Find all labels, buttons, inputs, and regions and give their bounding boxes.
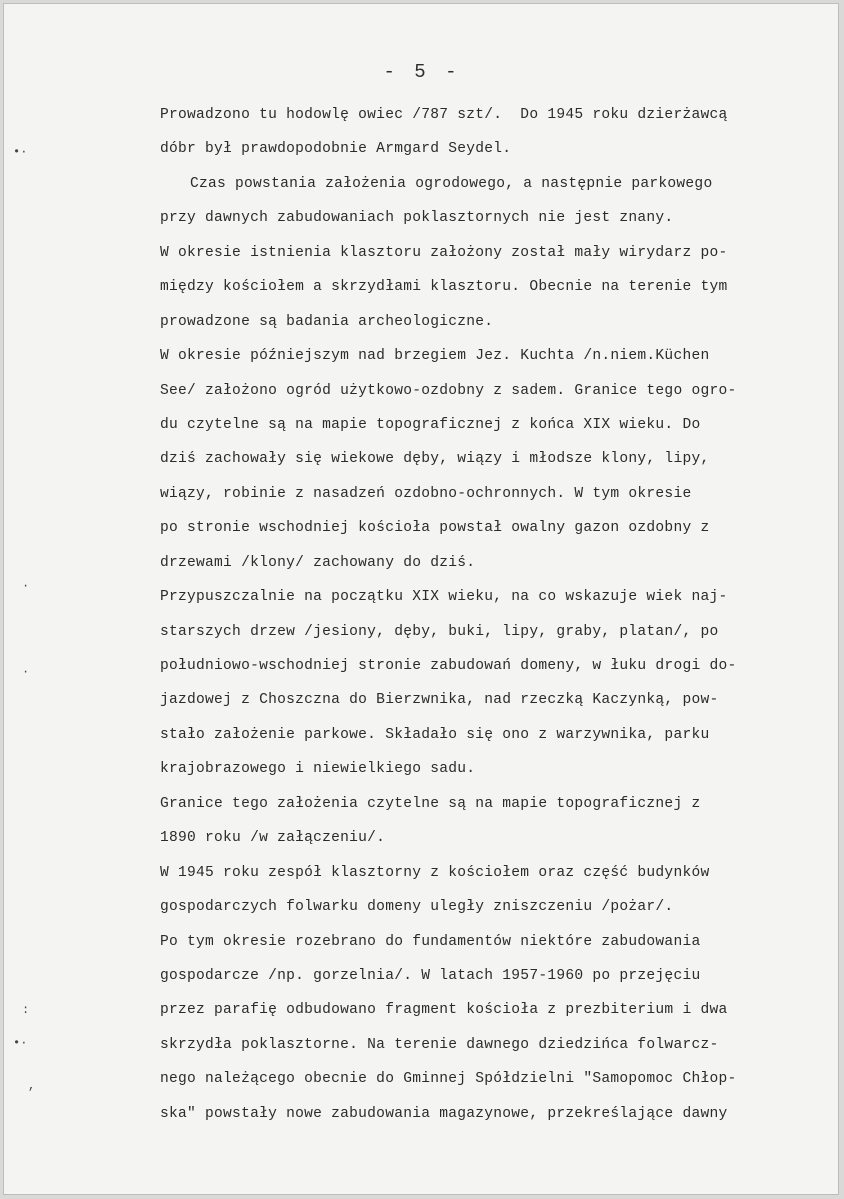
margin-mark: ,	[28, 1079, 36, 1093]
text-line: W 1945 roku zespół klasztorny z kościołem oraz część budynków	[160, 864, 710, 881]
text-line: See/ założono ogród użytkowo-ozdobny z sadem. Granice tego ogro-	[160, 382, 737, 399]
margin-mark: ·	[22, 665, 30, 679]
text-line: po stronie wschodniej kościoła powstał owalny gazon ozdobny z	[160, 520, 710, 537]
text-line: ska" powstały nowe zabudowania magazynowe, przekreślające dawny	[160, 1105, 728, 1122]
margin-mark: •·	[13, 1036, 28, 1050]
text-line: gospodarcze /np. gorzelnia/. W latach 1957-1960 po przejęciu	[160, 967, 701, 984]
text-line: wiązy, robinie z nasadzeń ozdobno-ochronnych. W tym okresie	[160, 485, 692, 502]
text-line: gospodarczych folwarku domeny uległy zniszczeniu /pożar/.	[160, 899, 674, 916]
document-page	[3, 3, 839, 1195]
page-number: - 5 -	[383, 61, 461, 83]
text-line: stało założenie parkowe. Składało się ono z warzywnika, parku	[160, 726, 710, 743]
text-line: przy dawnych zabudowaniach poklasztornych nie jest znany.	[160, 210, 674, 227]
text-line: dóbr był prawdopodobnie Armgard Seydel.	[160, 141, 512, 158]
text-line: W okresie istnienia klasztoru założony został mały wirydarz po-	[160, 244, 728, 261]
text-line: skrzydła poklasztorne. Na terenie dawnego dziedzińca folwarcz-	[160, 1036, 719, 1053]
text-line: starszych drzew /jesiony, dęby, buki, lipy, graby, platan/, po	[160, 623, 719, 640]
text-line: dziś zachowały się wiekowe dęby, wiązy i młodsze klony, lipy,	[160, 451, 710, 468]
text-line: W okresie późniejszym nad brzegiem Jez. Kuchta /n.niem.Küchen	[160, 348, 710, 365]
text-line: Po tym okresie rozebrano do fundamentów niektóre zabudowania	[160, 933, 701, 950]
text-line: du czytelne są na mapie topograficznej z końca XIX wieku. Do	[160, 416, 701, 433]
text-line: Czas powstania założenia ogrodowego, a następnie parkowego	[190, 175, 713, 192]
text-line: Granice tego założenia czytelne są na mapie topograficznej z	[160, 795, 701, 812]
text-line: prowadzone są badania archeologiczne.	[160, 313, 494, 330]
text-line: drzewami /klony/ zachowany do dziś.	[160, 554, 476, 571]
text-line: Przypuszczalnie na początku XIX wieku, na co wskazuje wiek naj-	[160, 589, 728, 606]
text-line: krajobrazowego i niewielkiego sadu.	[160, 761, 476, 778]
text-line: między kościołem a skrzydłami klasztoru. Obecnie na terenie tym	[160, 279, 728, 296]
text-line: południowo-wschodniej stronie zabudowań domeny, w łuku drogi do-	[160, 658, 737, 674]
text-line: 1890 roku /w załączeniu/.	[160, 830, 386, 847]
margin-mark: :	[22, 1003, 30, 1017]
text-line: przez parafię odbudowano fragment kościoła z prezbiterium i dwa	[160, 1002, 728, 1019]
body-text	[160, 98, 830, 1131]
text-line: Prowadzono tu hodowlę owiec /787 szt/. Do 1945 roku dzierżawcą	[160, 107, 728, 123]
margin-mark: ·	[22, 579, 30, 593]
text-line: nego należącego obecnie do Gminnej Spółdzielni "Samopomoc Chłop-	[160, 1071, 737, 1088]
text-line: jazdowej z Choszczna do Bierzwnika, nad rzeczką Kaczynką, pow-	[160, 692, 719, 709]
margin-mark: •·	[13, 145, 28, 159]
